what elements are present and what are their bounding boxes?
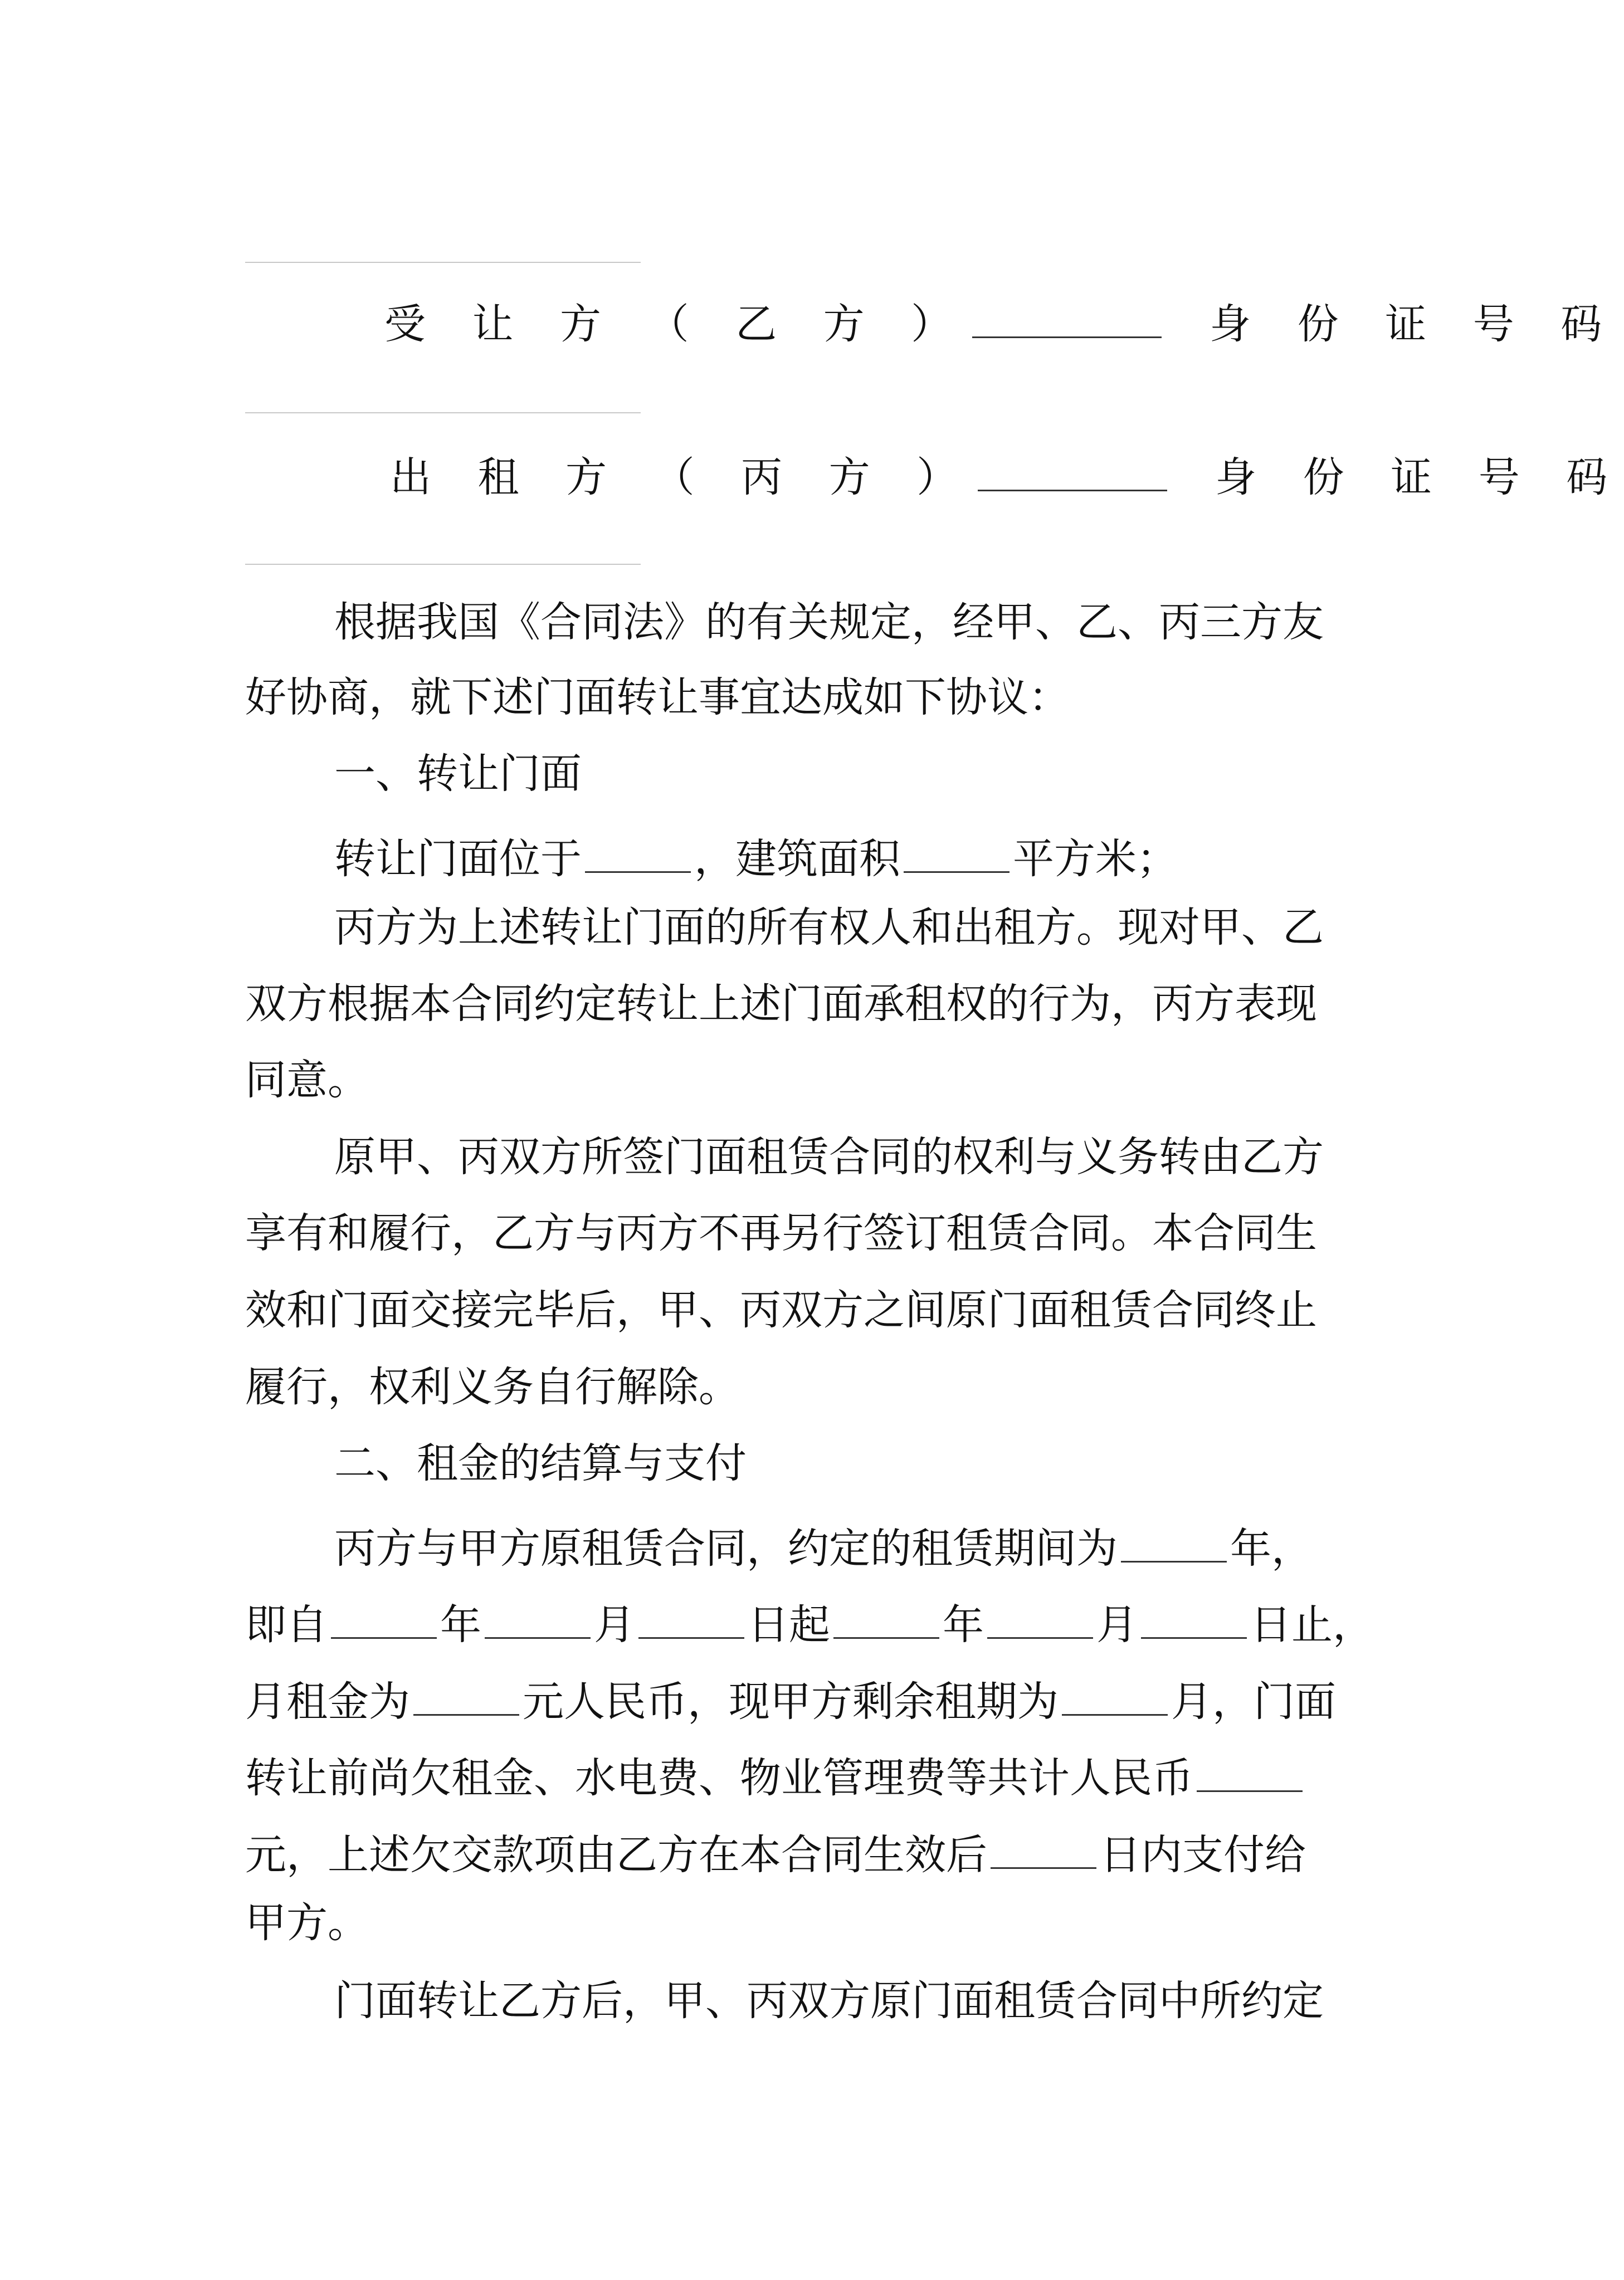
lessor-name-blank	[978, 448, 1167, 491]
payment-days-blank	[991, 1826, 1096, 1869]
body-line: 甲方。	[245, 1899, 369, 1947]
id-blank-line	[245, 412, 641, 413]
assignee-id-label: 身 份 证 号 码	[1210, 300, 1619, 348]
body-line: 效和门面交接完毕后，甲、丙双方之间原门面租赁合同终止	[245, 1286, 1317, 1334]
end-month-blank	[987, 1596, 1093, 1639]
end-day-blank	[1141, 1596, 1247, 1639]
body-line: 双方根据本合同约定转让上述门面承租权的行为，丙方表现	[245, 980, 1317, 1028]
assignee-name-blank	[972, 295, 1162, 338]
lease-years-blank	[1121, 1520, 1227, 1563]
body-line: 好协商，就下述门面转让事宜达成如下协议：	[245, 673, 1070, 721]
arrears-amount-blank	[1197, 1749, 1303, 1792]
body-line: 享有和履行，乙方与丙方不再另行签订租赁合同。本合同生	[245, 1209, 1317, 1257]
body-line: 即自 年 月 日起 年 月 日止，	[245, 1596, 1382, 1646]
body-line: 元，上述欠交款项由乙方在本合同生效后 日内支付给	[245, 1826, 1382, 1876]
remaining-term-blank	[1062, 1673, 1168, 1716]
start-month-blank	[485, 1596, 591, 1639]
lessor-label: 出 租 方 （ 丙 方 ）	[390, 453, 975, 501]
body-line: 转让前尚欠租金、水电费、物业管理费等共计人民币	[245, 1749, 1382, 1799]
monthly-rent-blank	[413, 1673, 519, 1716]
body-line: 同意。	[245, 1056, 369, 1104]
id-blank-line	[245, 262, 641, 263]
lessor-id-label: 身 份 证 号 码	[1215, 453, 1624, 501]
body-line: 丙方与甲方原租赁合同，约定的租赁期间为 年，	[334, 1520, 1471, 1569]
body-line: 原甲、丙双方所签门面租赁合同的权利与义务转由乙方	[334, 1133, 1324, 1181]
body-line: 丙方为上述转让门面的所有权人和出租方。现对甲、乙	[334, 904, 1324, 951]
body-line: 根据我国《合同法》的有关规定，经甲、乙、丙三方友	[334, 598, 1324, 646]
body-line: 转让门面位于 ，建筑面积 平方米；	[334, 830, 1471, 880]
section-heading: 一、转让门面	[334, 750, 582, 798]
lessor-line	[390, 448, 1624, 501]
body-line: 履行，权利义务自行解除。	[245, 1363, 740, 1411]
section-heading: 二、租金的结算与支付	[334, 1439, 747, 1487]
assignee-line	[384, 295, 1619, 348]
body-line: 门面转让乙方后，甲、丙双方原门面租赁合同中所约定	[334, 1977, 1324, 2025]
end-year-blank	[833, 1596, 939, 1639]
location-blank	[585, 830, 691, 873]
assignee-label: 受 让 方 （ 乙 方 ）	[384, 300, 969, 348]
id-blank-line	[245, 564, 641, 565]
body-line: 月租金为 元人民币，现甲方剩余租期为 月，门面	[245, 1673, 1382, 1722]
area-blank	[904, 830, 1009, 873]
start-day-blank	[638, 1596, 744, 1639]
start-year-blank	[331, 1596, 437, 1639]
